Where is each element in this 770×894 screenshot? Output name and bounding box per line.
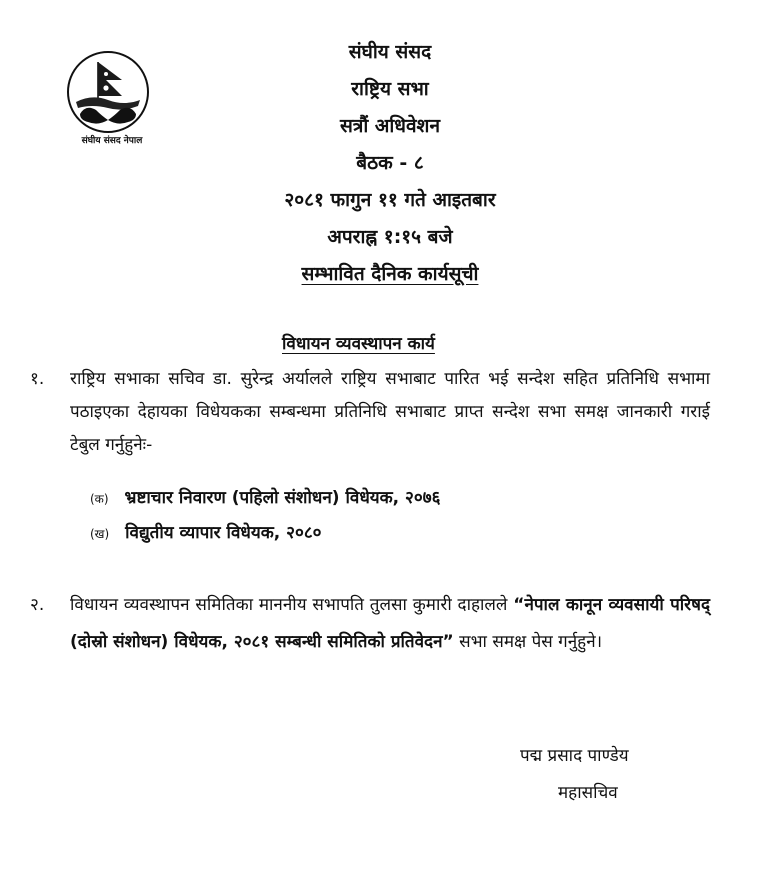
agenda-item-1 (30, 363, 710, 462)
sub-item (90, 516, 440, 551)
document-header (190, 34, 590, 293)
agenda-item-2 (30, 587, 710, 661)
sub-item (90, 481, 440, 516)
item-number: २. (30, 595, 45, 615)
agenda-title-text: सम्भावित दैनिक कार्यसूची (301, 263, 479, 285)
item-number: १. (30, 369, 45, 389)
header-meeting: बैठक - ८ (356, 152, 424, 174)
signatory-title: महासचिव (558, 783, 618, 803)
sub-item-label: (ख) (90, 527, 110, 541)
item-text-bill-title: “नेपाल कानून व्यवसायी परिषद् (दोस्रो संशोधन) विधेयक, २०८१ सम्बन्धी समितिको प्रतिवेदन” (70, 595, 710, 652)
item-text: राष्ट्रिय सभाका सचिव डा. सुरेन्द्र अर्यालले राष्ट्रिय सभाबाट पारित भई सन्देश सहित प्रतिनिधि सभामा पठाइएका देहायका विधेयकका सम्बन्धमा प्रतिनिधि सभाबाट प्राप्त सन्देश सभा समक्ष जानकारी गराई टेबुल गर्नुहुनेः- (70, 369, 710, 455)
header-national-assembly: राष्ट्रिय सभा (351, 78, 429, 100)
header-session: सत्रौं अधिवेशन (339, 115, 441, 137)
signature-block (520, 738, 629, 812)
emblem-caption: संघीय संसद नेपाल (81, 136, 143, 146)
signatory-name: पद्म प्रसाद पाण्डेय (520, 746, 629, 766)
sub-item-text: भ्रष्टाचार निवारण (पहिलो संशोधन) विधेयक, २०७६ (124, 488, 441, 508)
item-text-outro: सभा समक्ष पेस गर्नुहुने। (453, 632, 603, 652)
header-date: २०८१ फागुन ११ गते आइतबार (284, 189, 496, 211)
sub-item-list (90, 481, 440, 551)
sub-item-label: (क) (90, 492, 109, 506)
section-heading: विधायन व्यवस्थापन कार्य (282, 334, 435, 354)
item-text-intro: विधायन व्यवस्थापन समितिका माननीय सभापति तुलसा कुमारी दाहालले (70, 595, 514, 615)
item-text (70, 587, 710, 661)
sub-item-text: विद्युतीय व्यापार विधेयक, २०८० (125, 523, 322, 543)
header-federal-parliament: संघीय संसद (348, 41, 432, 63)
header-agenda-title (190, 256, 590, 293)
header-time: अपराह्न १:१५ बजे (327, 226, 453, 248)
